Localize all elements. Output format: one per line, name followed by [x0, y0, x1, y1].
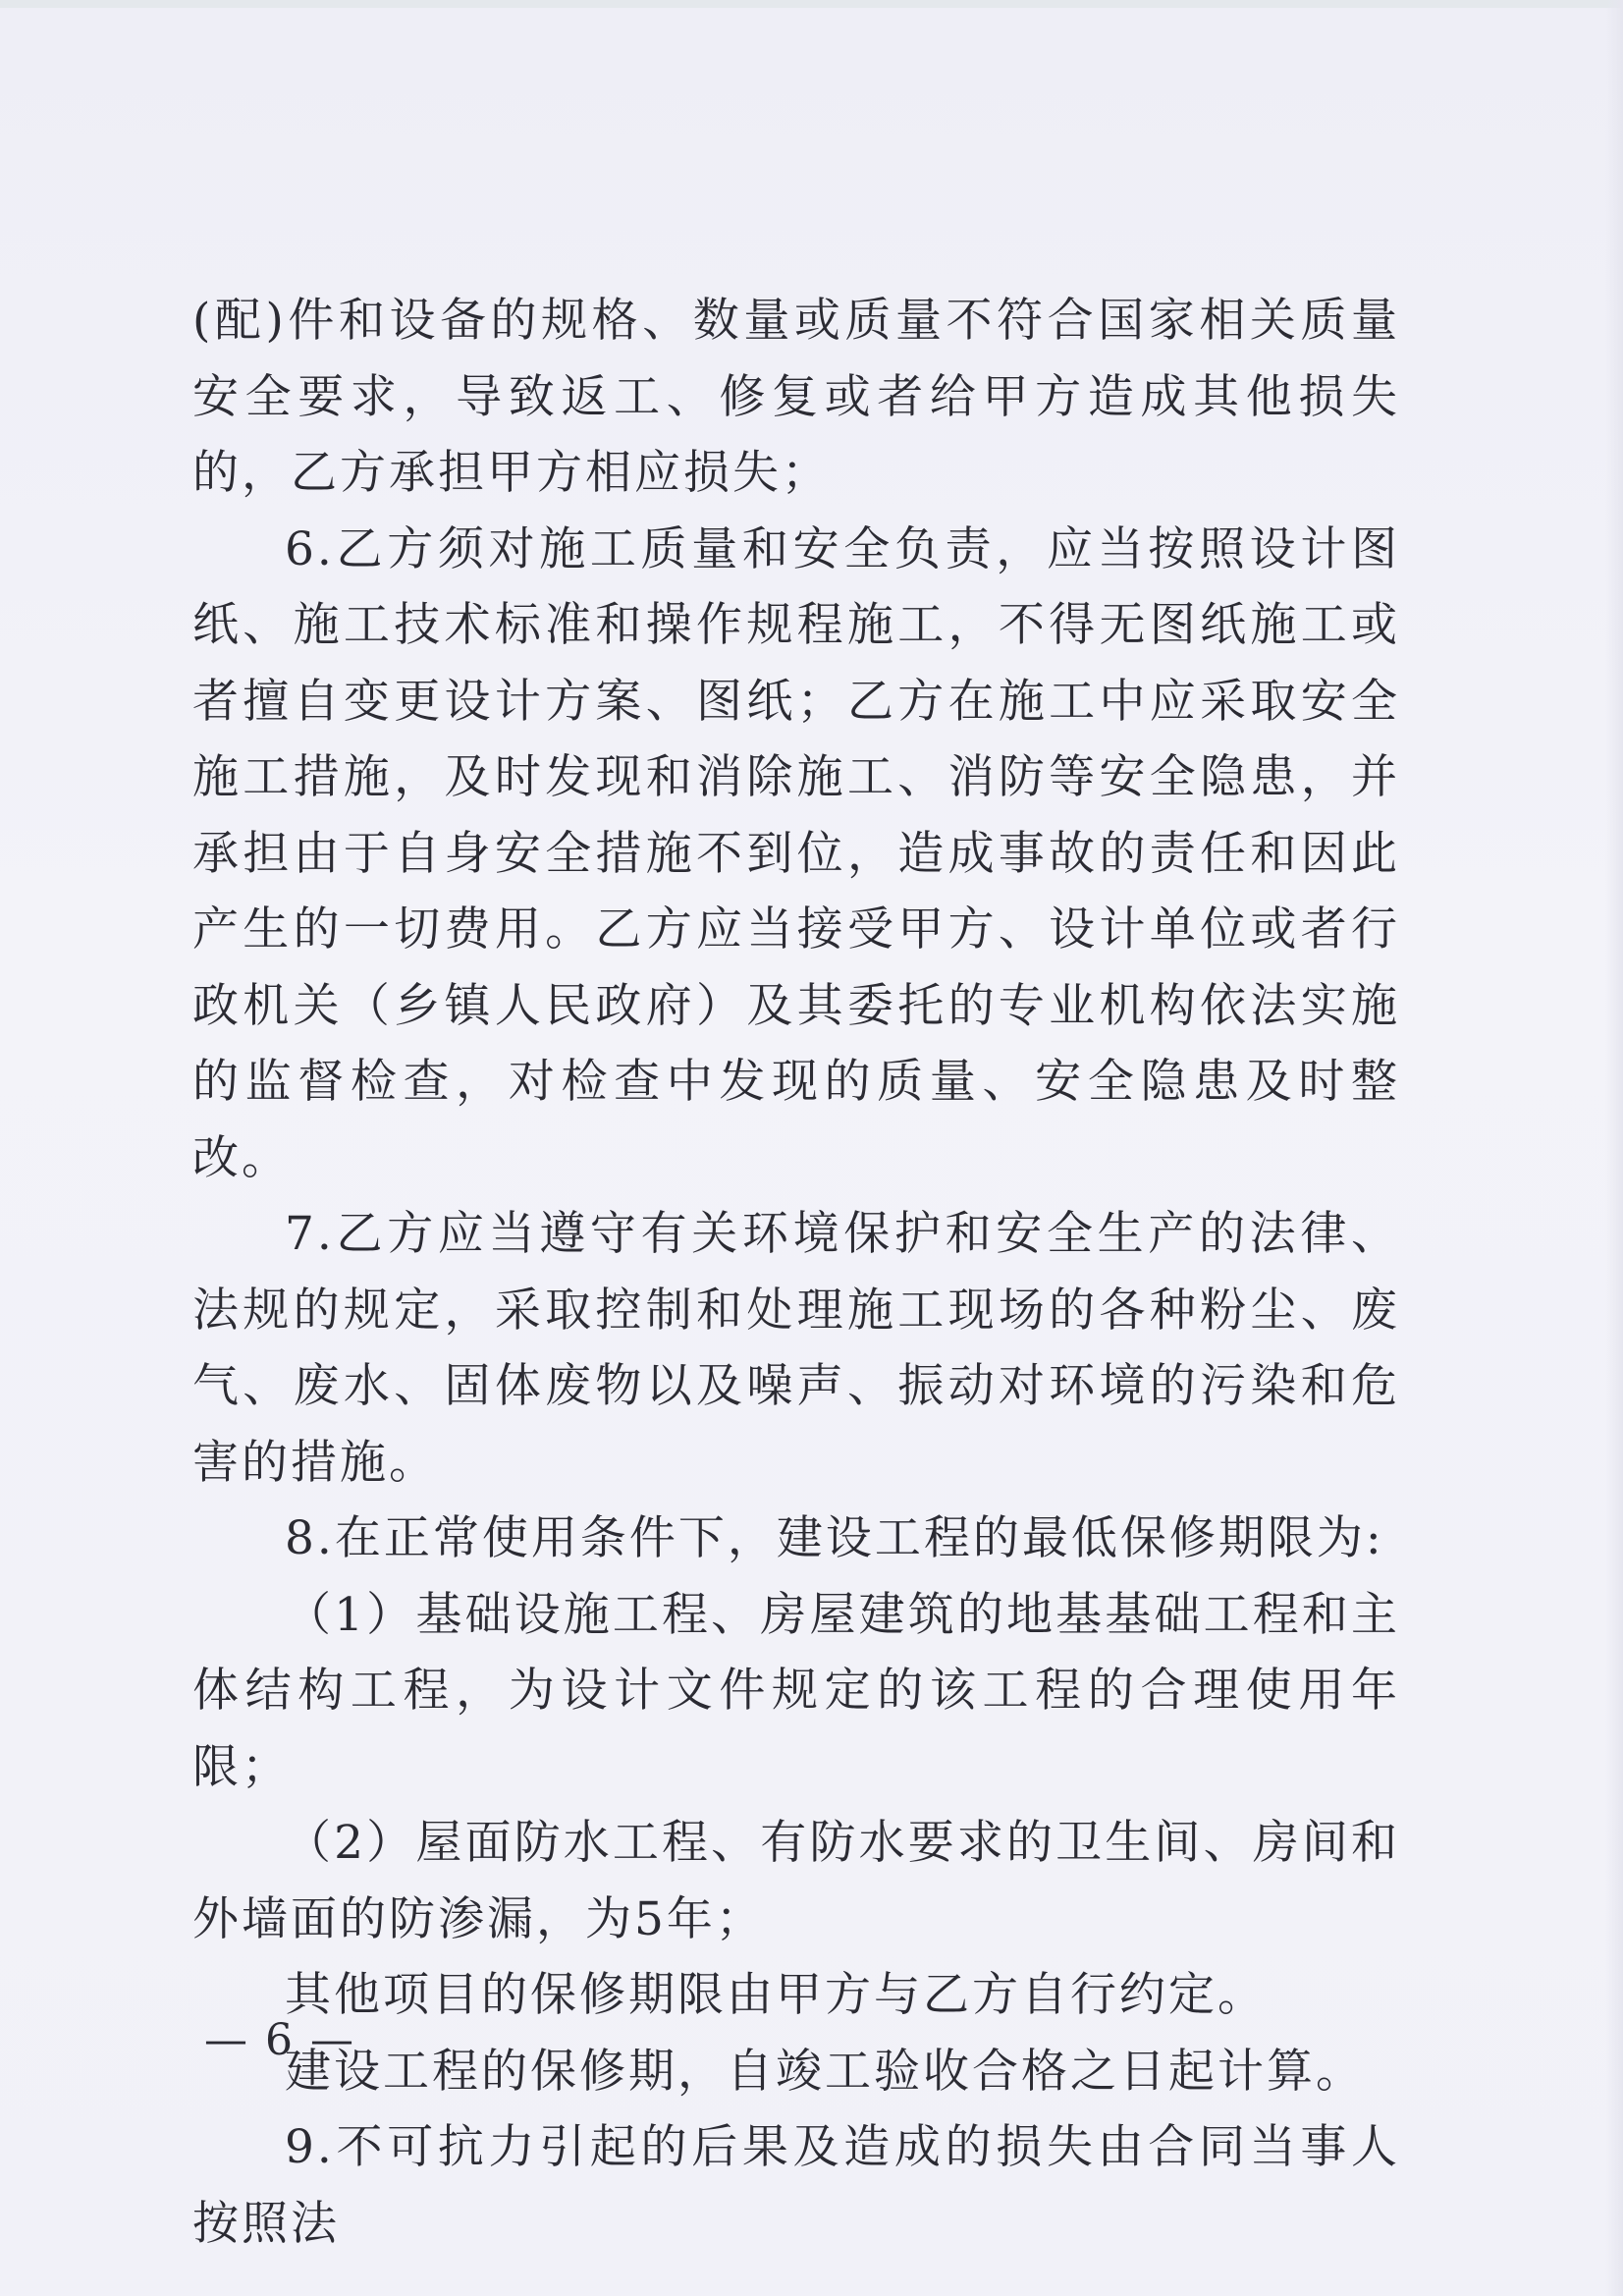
scan-edge-top [0, 0, 1623, 8]
paragraph-clause-7: 7.乙方应当遵守有关环境保护和安全生产的法律、法规的规定，采取控制和处理施工现场的各种粉尘、废气、废水、固体废物以及噪声、振动对环境的污染和危害的措施。 [192, 1207, 1400, 1490]
paragraph-clause-8: 8.在正常使用条件下，建设工程的最低保修期限为: [285, 1511, 1384, 1565]
document-body [192, 283, 1400, 2262]
paragraph-other-items: 其他项目的保修期限由甲方与乙方自行约定。 [285, 1968, 1267, 2022]
paragraph-clause-6: 6.乙方须对施工质量和安全负责，应当按照设计图纸、施工技术标准和操作规程施工，不得无图纸施工或者擅自变更设计方案、图纸；乙方在施工中应采取安全施工措施，及时发现和消除施工、消防等安全隐患，并承担由于自身安全措施不到位，造成事故的责任和因此产生的一切费用。乙方应当接受甲方、设计单位或者行政机关（乡镇人民政府）及其委托的专业机构依法实施的监督检查，对检查中发现的质量、安全隐患及时整改。 [192, 521, 1400, 1185]
paragraph-continuation: (配)件和设备的规格、数量或质量不符合国家相关质量安全要求，导致返工、修复或者给甲方造成其他损失的，乙方承担甲方相应损失； [192, 294, 1400, 500]
paragraph-clause-8-item-2: （2）屋面防水工程、有防水要求的卫生间、房间和外墙面的防渗漏，为5年； [192, 1816, 1400, 1946]
paragraph-clause-9: 9.不可抗力引起的后果及造成的损失由合同当事人按照法 [192, 2120, 1400, 2251]
page-number: — 6 — [204, 2015, 355, 2065]
paragraph-clause-8-item-1: （1）基础设施工程、房屋建筑的地基基础工程和主体结构工程，为设计文件规定的该工程的合理使用年限； [192, 1587, 1400, 1794]
paragraph-warranty-start: 建设工程的保修期，自竣工验收合格之日起计算。 [285, 2044, 1365, 2099]
scan-edge-right [1605, 0, 1623, 2296]
